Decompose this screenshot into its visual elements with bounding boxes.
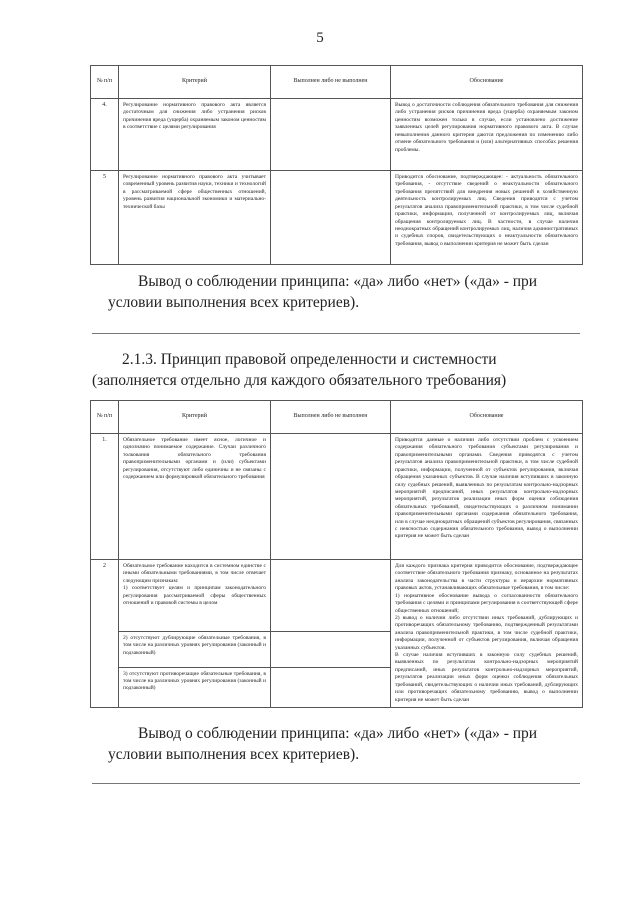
row-done[interactable] (271, 171, 391, 265)
divider-2 (92, 783, 580, 784)
row-criterion: 2) отсутствуют дублирующие обязательные требования, в том числе на различных уровнях регулирования (законный и подзаконный) (119, 631, 271, 667)
conclusion-1: Вывод о соблюдении принципа: «да» либо «нет» («да» - при условии выполнения всех критериев). (108, 273, 538, 311)
row-done[interactable] (271, 667, 391, 707)
row-justification: Приводятся данные о наличии либо отсутствии проблем с усвоением содержания обязательного требования субъектами регулирования и правоприменительными органами. Сведения приводятся с учетом результатов анализа правоприменительной практики, в том числе судебной практики, информации, полученной от субъектов регулирования, включая обращения указанных субъектов. В случае наличия вступивших в законную силу судебных решений, выявленных по результатам контрольно-надзорных мероприятий предписаний, иных результатов контрольно-надзорных мероприятий, результатов реализации иных форм оценки соблюдения обязательных требований, свидетельствующих о различном понимании правоприменительными органами содержания обязательного требования, или в случае неоднократных обращений субъектов регулирования, связанных с неясностью содержания обязательного требования, вывод о выполнении критерия не может быть сделан (391, 434, 583, 560)
row-criterion (119, 560, 271, 632)
criterion-item: 1) соответствует целям и принципам законодательного регулирования рассматриваемой сферы общественных отношений и правовой системы в целом (123, 585, 266, 607)
row-done[interactable] (271, 434, 391, 560)
criteria-table-1 (90, 65, 583, 265)
criterion-item: Обязательное требование находится в системном единстве с иными обязательными требованиями, в том числе отвечает следующим признакам: (123, 563, 266, 584)
divider-1 (92, 333, 580, 334)
header-done: Выполнен либо не выполнен (271, 401, 391, 434)
table-row (91, 434, 583, 560)
row-num: 4. (91, 99, 119, 171)
header-done: Выполнен либо не выполнен (271, 66, 391, 99)
header-num: № п/п (91, 66, 119, 99)
justification-item: Для каждого признака критерия приводится обоснование, подтверждающее соответствие обязательного требования признаку, основанное на результатах анализа законодательства в части структуры и иерархии нормативных правовых актов, устанавливающих обязательные требования, в том числе: (395, 563, 578, 592)
row-done[interactable] (271, 560, 391, 632)
table-header-row (91, 401, 583, 434)
header-criterion: Критерий (119, 401, 271, 434)
header-justification: Обоснование (391, 66, 583, 99)
header-criterion: Критерий (119, 66, 271, 99)
table-row (91, 171, 583, 265)
row-num: 1. (91, 434, 119, 560)
page-number: 5 (316, 30, 324, 46)
row-justification (391, 560, 583, 708)
criteria-table-2 (90, 400, 583, 708)
row-criterion: 3) отсутствуют противоречащие обязательные требования, в том числе на различных уровнях регулирования (законный и подзаконный) (119, 667, 271, 707)
row-done[interactable] (271, 99, 391, 171)
row-criterion: Регулирование нормативного правового акта является достаточным для снижения либо устранения рисков причинения вреда (ущерба) охраняемым законом ценностям в соответствие с целями регулирования (119, 99, 271, 171)
section-heading: 2.1.3. Принцип правовой определенности и системности (заполняется отдельно для каждого обязательного требования) (92, 351, 507, 389)
table-row (91, 99, 583, 171)
justification-item: 1) нормативное обоснование вывода о согласованности обязательного требования с целями и принципами регулирования в соответствующей сфере общественных отношений; (395, 592, 578, 614)
row-justification: Приводится обоснование, подтверждающее: - актуальность обязательного требования, - отсутствие сведений о неактуальности обязательного требования препятствий для внедрения новых решений в хозяйственную деятельность контролируемых лиц. Сведения приводятся с учетом результатов анализа правоприменительной практики, в том числе судебной практики, информации, полученной от контролируемых лиц, включая обращения контролируемых лиц. В частности, в случае наличия неоднократных обращений контролируемых лиц, наличия административных и судебных споров, свидетельствующих о неактуальности обязательного требования, вывод о выполнении критерия не может быть сделан (391, 171, 583, 265)
justification-item: 2) вывод о наличии либо отсутствии иных требований, дублирующих и противоречащих обязательному требованию, подтвержденный результатами анализа правоприменительной практики, в том числе судебной практики, информации, полученной от субъектов регулирования, включая обращения указанных субъектов. (395, 614, 578, 651)
row-criterion: Регулирование нормативного правового акта учитывает современный уровень развития науки, техники и технологий в рассматриваемой сфере общественных отношений, уровень развития национальной экономики и материально-технической базы (119, 171, 271, 265)
row-criterion: Обязательное требование имеет ясное, логичное и однозначно понимаемое содержание. Случаи различного толкования обязательного требования правоприменительными органами и (или) субъектами регулирования, отсутствуют либо единичны и не связаны с содержанием или формулировкой обязательного требования (119, 434, 271, 560)
row-num: 5 (91, 171, 119, 265)
row-done[interactable] (271, 631, 391, 667)
row-justification: Вывод о достаточности соблюдения обязательного требования для снижения либо устранения рисков причинения вреда (ущерба) охраняемым законом ценностям возможен только в случае, если установлено достижение заявленных целей регулирования нормативного правового акта. В случае невыполнения данного критерия даются предложения по изменению либо отмене обязательного требования и (или) альтернативных способах решения проблемы. (391, 99, 583, 171)
header-justification: Обоснование (391, 401, 583, 434)
header-num: № п/п (91, 401, 119, 434)
table-row (91, 560, 583, 632)
conclusion-2: Вывод о соблюдении принципа: «да» либо «нет» («да» - при условии выполнения всех критериев). (108, 725, 538, 763)
table-header-row (91, 66, 583, 99)
justification-item: В случае наличия вступивших в законную силу судебных решений, выявленных по результатам контрольно-надзорных мероприятий предписаний, иных результатов контрольно-надзорных мероприятий, результатов реализации иных форм оценки соблюдения обязательных требований, свидетельствующих о наличии иных требований, дублирующих или противоречащих обязательному требованию, вывод о выполнении критерия не может быть сделан (395, 652, 578, 703)
row-num: 2 (91, 560, 119, 708)
